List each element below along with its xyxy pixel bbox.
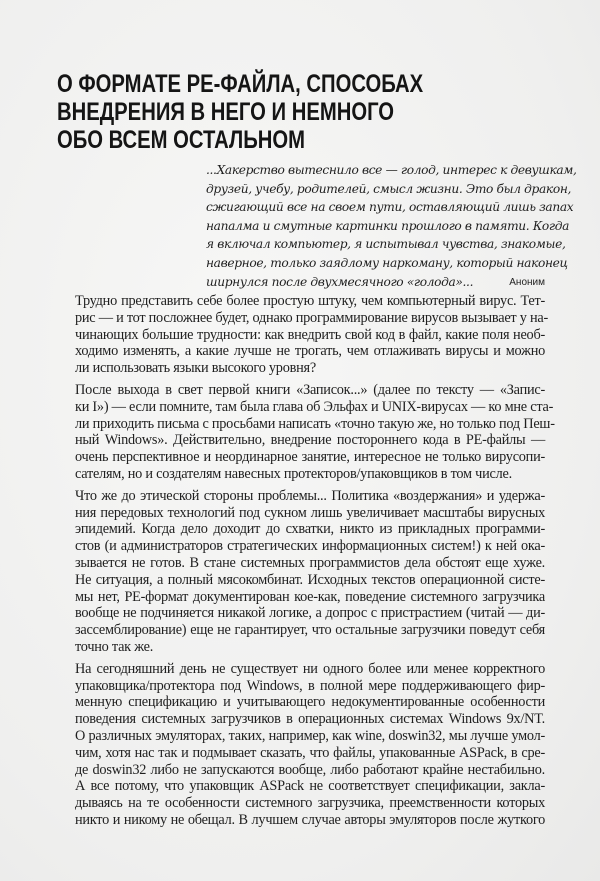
text-line: Что же до этической стороны проблемы... Политика «воздержания» и удержа-: [75, 487, 545, 504]
text-line: эпидемий. Когда дело доходит до схватки, никто из прикладных программи-: [75, 521, 545, 538]
text-line: ный Windows». Действительно, внедрение постороннего кода в PE-файлы —: [75, 432, 545, 449]
text-line: После выхода в свет первой книги «Записок...» (далее по тексту — «Запис-: [75, 381, 545, 398]
text-line: ли использовать языки высокого уровня?: [75, 360, 316, 377]
title-line: ОБО ВСЕМ ОСТАЛЬНОМ: [57, 126, 306, 154]
epigraph-line: напалма и смутные картинки прошлого в памяти. Когда: [206, 218, 569, 233]
epigraph-author: Аноним: [509, 277, 545, 288]
epigraph-line: наверное, только заядлому наркоману, который наконец: [206, 255, 568, 270]
chapter-title: [57, 70, 577, 154]
paragraph: [75, 488, 545, 656]
text-line: ния передовых технологий под сукном лишь увеличивает масштабы вирусных: [75, 504, 545, 521]
text-line: мы нет, PE-формат документирован кое-как, поведение системного загрузчика: [75, 588, 545, 605]
text-line: рис — и тот посложнее будет, однако программирование вирусов вызывает у на-: [75, 309, 548, 326]
epigraph-line: ...Хакерство вытеснило все — голод, интерес к девушкам,: [206, 163, 577, 177]
title-line: О ФОРМАТЕ PE-ФАЙЛА, СПОСОБАХ: [57, 70, 424, 98]
epigraph-line: друзей, учебу, родителей, смысл жизни. Это был дракон,: [206, 181, 572, 196]
epigraph: [206, 161, 577, 291]
text-line: зассемблирование) еще не гарантирует, что остальные загрузчики поведут себя: [75, 622, 545, 639]
text-line: Не ситуация, а полный мясокомбинат. Исходных текстов операционной систе-: [75, 571, 545, 588]
text-line: чим, хотя нас так и подмывает сказать, что файлы, упакованные ASPack, в сре-: [75, 744, 545, 761]
text-line: ки I») — если помните, там была глава об Эльфах и UNIX-вирусах — ко мне ста-: [75, 398, 554, 415]
text-line: сателям, но и создателям навесных протекторов/упаковщиков в том числе.: [75, 465, 512, 482]
epigraph-line: сжигающий все на своем пути, оставляющий лишь запах: [206, 200, 574, 215]
epigraph-line: я включал компьютер, я испытывал чувства, знакомые,: [206, 237, 566, 252]
text-line: дываясь на те особенности системного загрузчика, преемственности которых: [75, 795, 545, 812]
title-line: ВНЕДРЕНИЯ В НЕГО И НЕМНОГО: [57, 98, 395, 126]
text-line: Трудно представить себе более простую штуку, чем компьютерный вирус. Тет-: [75, 293, 545, 309]
text-line: А все потому, что упаковщик ASPack не соответствует спецификации, закла-: [75, 778, 545, 795]
text-line: зывается не готов. В стане системных программистов дела обстоят еще хуже.: [75, 554, 545, 571]
paragraph: [75, 381, 555, 483]
text-line: На сегодняшний день не существует ни одного более или менее корректного: [75, 660, 545, 677]
text-line: вообще не подчиняется никакой логике, а допрос с пристрастием (читай — ди-: [75, 605, 545, 622]
text-line: поведения системных загрузчиков в операционных системах Windows 9x/NT.: [75, 711, 545, 728]
paragraph: [75, 661, 545, 829]
text-line: точно так же.: [75, 638, 154, 655]
body-text: [75, 293, 555, 834]
text-line: очень перспективное и неординарное занятие, интересное не только вирусопи-: [75, 449, 545, 466]
text-line: де doswin32 либо не запускаются вообще, либо работают крайне нестабильно.: [75, 761, 545, 778]
text-line: О различных эмуляторах, таких, например, как wine, doswin32, мы лучше умол-: [75, 727, 545, 744]
text-line: стов (и администраторов стратегических информационных систем!) к ней ока-: [75, 538, 545, 555]
text-line: менную спецификацию и учитывающего недокументированные особенности: [75, 694, 545, 711]
paragraph: [75, 293, 548, 377]
text-line: упаковщика/протектора под Windows, в полной мере поддерживающего фир-: [75, 677, 545, 694]
text-line: никто и никому не обещал. В лучшем случае авторы эмуляторов после жуткого: [75, 811, 545, 828]
epigraph-line: ширнулся после двухмесячного «голода»...: [206, 274, 474, 289]
text-line: ходимо изменять, а какие лучше не трогать, чем отлаживать вирусы и можно: [75, 343, 545, 360]
text-line: чинающих большие трудности: как внедрить свой код в файл, какие поля необ-: [75, 326, 545, 343]
text-line: ли приходить письма с просьбами написать «точно такую же, но только под Пеш-: [75, 415, 555, 432]
